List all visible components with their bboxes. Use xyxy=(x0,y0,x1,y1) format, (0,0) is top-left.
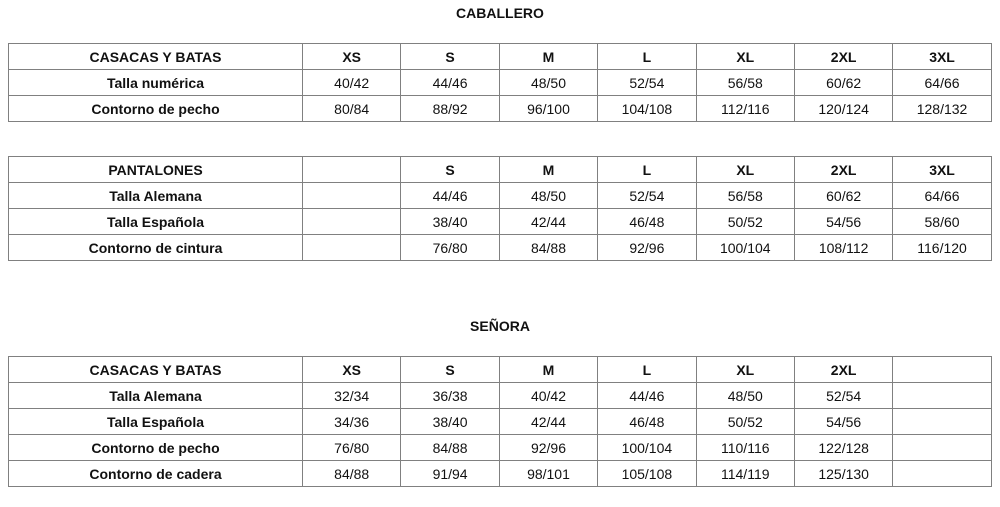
table-cell: 92/96 xyxy=(598,235,696,261)
table-cell: 88/92 xyxy=(401,96,499,122)
table-cell: 56/58 xyxy=(696,70,794,96)
table-cell: 52/54 xyxy=(794,383,892,409)
table-cell: 54/56 xyxy=(794,409,892,435)
table-cell: 100/104 xyxy=(598,435,696,461)
table-cell: 84/88 xyxy=(499,235,597,261)
table-cell: 48/50 xyxy=(499,70,597,96)
table-cell: 122/128 xyxy=(794,435,892,461)
table-cell: 46/48 xyxy=(598,409,696,435)
table-cell: 52/54 xyxy=(598,183,696,209)
table-cell: 64/66 xyxy=(893,70,991,96)
table-cell: 38/40 xyxy=(401,409,499,435)
row-label: Contorno de cintura xyxy=(9,235,303,261)
table-cell: 91/94 xyxy=(401,461,499,487)
table-cell: 48/50 xyxy=(499,183,597,209)
table-cell: 64/66 xyxy=(893,183,991,209)
table-cell: 38/40 xyxy=(401,209,499,235)
table-cell: 46/48 xyxy=(598,209,696,235)
header-cell: L xyxy=(598,44,696,70)
header-cell xyxy=(303,157,401,183)
row-label: Contorno de pecho xyxy=(9,435,303,461)
header-cell: M xyxy=(499,357,597,383)
table-header-row xyxy=(9,157,992,183)
header-cell: 3XL xyxy=(893,44,991,70)
table-cell: 112/116 xyxy=(696,96,794,122)
table-cell: 114/119 xyxy=(696,461,794,487)
header-cell: S xyxy=(401,157,499,183)
header-cell: M xyxy=(499,157,597,183)
table-cell xyxy=(893,461,991,487)
table-cell: 105/108 xyxy=(598,461,696,487)
table-cell: 76/80 xyxy=(303,435,401,461)
header-cell: XS xyxy=(303,44,401,70)
table-cell: 120/124 xyxy=(794,96,892,122)
header-cell: S xyxy=(401,357,499,383)
row-label: Contorno de cadera xyxy=(9,461,303,487)
header-cell: XS xyxy=(303,357,401,383)
table-cell: 58/60 xyxy=(893,209,991,235)
table-row xyxy=(9,96,992,122)
table-cell: 104/108 xyxy=(598,96,696,122)
table-row xyxy=(9,383,992,409)
header-cell: 2XL xyxy=(794,357,892,383)
header-cell: L xyxy=(598,357,696,383)
table-cell: 84/88 xyxy=(401,435,499,461)
caballero-casacas-table xyxy=(8,43,992,122)
caballero-heading: CABALLERO xyxy=(456,5,544,21)
table-row xyxy=(9,409,992,435)
table-cell: 42/44 xyxy=(499,209,597,235)
header-cell: 2XL xyxy=(794,157,892,183)
table-cell: 50/52 xyxy=(696,209,794,235)
table-cell: 50/52 xyxy=(696,409,794,435)
table-cell xyxy=(893,383,991,409)
table-cell: 125/130 xyxy=(794,461,892,487)
header-cell: 2XL xyxy=(794,44,892,70)
header-cell: CASACAS Y BATAS xyxy=(9,357,303,383)
table-cell: 108/112 xyxy=(794,235,892,261)
table-cell: 42/44 xyxy=(499,409,597,435)
table-cell: 128/132 xyxy=(893,96,991,122)
table-cell: 56/58 xyxy=(696,183,794,209)
table-row xyxy=(9,209,992,235)
header-cell: 3XL xyxy=(893,157,991,183)
table-cell: 80/84 xyxy=(303,96,401,122)
table-cell: 36/38 xyxy=(401,383,499,409)
table-cell: 96/100 xyxy=(499,96,597,122)
row-label: Talla Española xyxy=(9,209,303,235)
table-cell xyxy=(893,409,991,435)
header-cell: L xyxy=(598,157,696,183)
row-label: Talla numérica xyxy=(9,70,303,96)
table-cell xyxy=(303,235,401,261)
table-row xyxy=(9,70,992,96)
table-cell: 100/104 xyxy=(696,235,794,261)
table-cell: 60/62 xyxy=(794,70,892,96)
table-cell: 44/46 xyxy=(401,70,499,96)
table-cell: 110/116 xyxy=(696,435,794,461)
table-cell: 32/34 xyxy=(303,383,401,409)
header-cell: XL xyxy=(696,157,794,183)
table-cell: 98/101 xyxy=(499,461,597,487)
table-header-row xyxy=(9,44,992,70)
table-row xyxy=(9,435,992,461)
table-row xyxy=(9,183,992,209)
table-cell: 84/88 xyxy=(303,461,401,487)
table-cell: 60/62 xyxy=(794,183,892,209)
table-cell xyxy=(303,209,401,235)
table-row xyxy=(9,235,992,261)
table-cell: 40/42 xyxy=(303,70,401,96)
table-cell: 54/56 xyxy=(794,209,892,235)
header-cell: M xyxy=(499,44,597,70)
senora-heading: SEÑORA xyxy=(470,318,530,334)
row-label: Talla Alemana xyxy=(9,183,303,209)
table-cell: 52/54 xyxy=(598,70,696,96)
table-cell: 44/46 xyxy=(598,383,696,409)
header-cell: S xyxy=(401,44,499,70)
table-header-row xyxy=(9,357,992,383)
table-cell: 116/120 xyxy=(893,235,991,261)
table-cell xyxy=(893,435,991,461)
header-cell: CASACAS Y BATAS xyxy=(9,44,303,70)
header-cell: PANTALONES xyxy=(9,157,303,183)
header-cell: XL xyxy=(696,357,794,383)
table-cell: 76/80 xyxy=(401,235,499,261)
header-cell: XL xyxy=(696,44,794,70)
table-cell xyxy=(303,183,401,209)
row-label: Contorno de pecho xyxy=(9,96,303,122)
row-label: Talla Alemana xyxy=(9,383,303,409)
table-cell: 48/50 xyxy=(696,383,794,409)
header-cell xyxy=(893,357,991,383)
table-cell: 40/42 xyxy=(499,383,597,409)
caballero-pantalones-table xyxy=(8,156,992,261)
table-cell: 34/36 xyxy=(303,409,401,435)
senora-casacas-table xyxy=(8,356,992,487)
table-cell: 92/96 xyxy=(499,435,597,461)
table-row xyxy=(9,461,992,487)
table-cell: 44/46 xyxy=(401,183,499,209)
row-label: Talla Española xyxy=(9,409,303,435)
